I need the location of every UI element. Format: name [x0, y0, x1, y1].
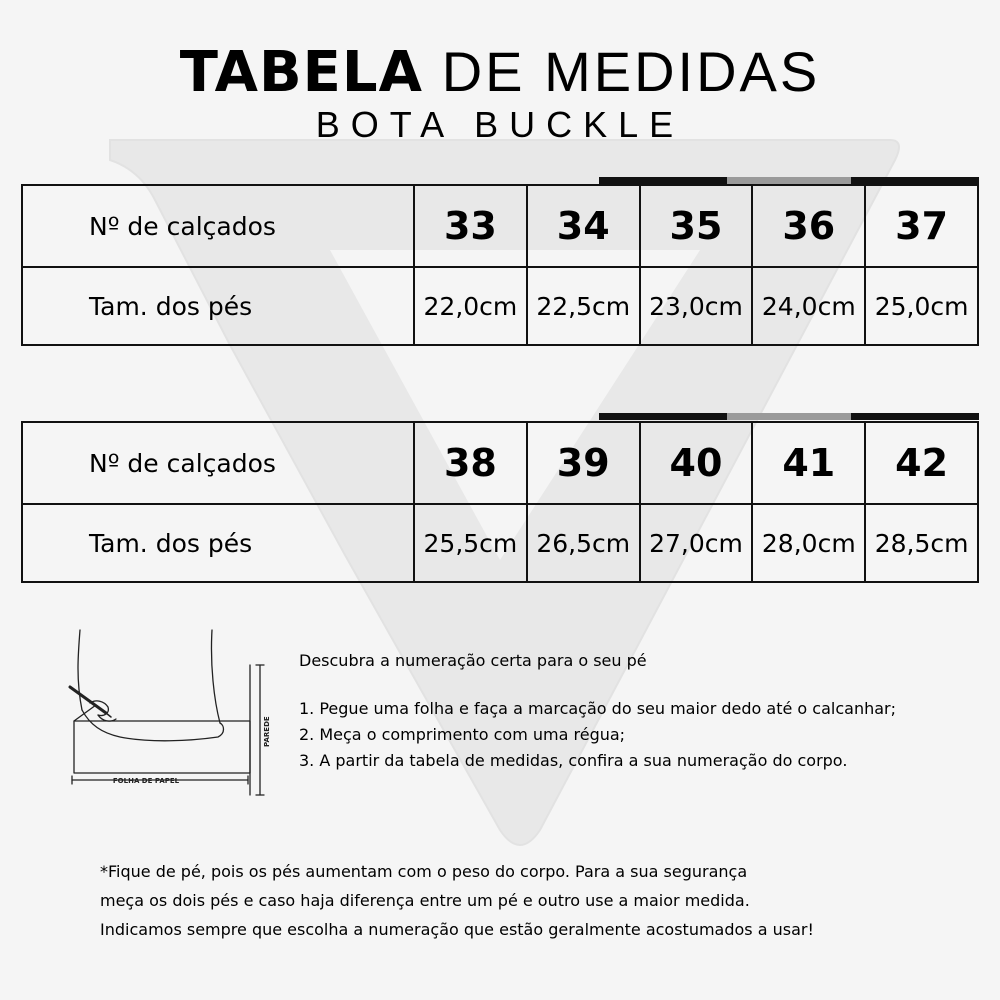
size-accent-bar: [599, 413, 727, 420]
table-row: [22, 504, 978, 582]
shoe-size-cell: 35: [640, 185, 753, 267]
foot-length-label: Tam. dos pés: [22, 504, 414, 582]
size-accent-bar: [851, 413, 979, 420]
instructions-heading: Descubra a numeração certa para o seu pé: [299, 651, 647, 670]
size-accent-bar: [727, 413, 851, 420]
foot-length-label: Tam. dos pés: [22, 267, 414, 345]
shoe-size-cell: 39: [527, 422, 640, 504]
footnote-line: *Fique de pé, pois os pés aumentam com o peso do corpo. Para a sua segurança: [100, 862, 748, 881]
shoe-size-cell: 34: [527, 185, 640, 267]
shoe-number-label: Nº de calçados: [22, 185, 414, 267]
footnote-line: meça os dois pés e caso haja diferença entre um pé e outro use a maior medida.: [100, 891, 750, 910]
table-row: [22, 422, 978, 504]
size-accent-bar: [727, 177, 851, 184]
instruction-step: 2. Meça o comprimento com uma régua;: [299, 725, 626, 744]
size-accent-bar: [599, 177, 727, 184]
size-table-1: [21, 184, 979, 346]
instructions: [299, 648, 979, 774]
foot-measure-illustration: [40, 625, 280, 805]
foot-length-cell: 27,0cm: [640, 504, 753, 582]
paper-label: FOLHA DE PAPEL: [112, 777, 180, 785]
wall-label: PAREDE: [263, 716, 271, 747]
shoe-size-cell: 42: [865, 422, 978, 504]
size-accent-bar: [851, 177, 979, 184]
shoe-size-cell: 36: [752, 185, 865, 267]
title-light: DE MEDIDAS: [441, 40, 821, 103]
foot-length-cell: 28,0cm: [752, 504, 865, 582]
title-bold: TABELA: [179, 40, 423, 105]
foot-length-cell: 25,5cm: [414, 504, 527, 582]
page-title: [0, 40, 1000, 105]
foot-length-cell: 22,5cm: [527, 267, 640, 345]
foot-length-cell: 26,5cm: [527, 504, 640, 582]
foot-length-cell: 28,5cm: [865, 504, 978, 582]
instruction-step: 3. A partir da tabela de medidas, confira a sua numeração do corpo.: [299, 751, 848, 770]
foot-length-cell: 23,0cm: [640, 267, 753, 345]
footnote: [100, 857, 940, 944]
instruction-step: 1. Pegue uma folha e faça a marcação do seu maior dedo até o calcanhar;: [299, 699, 896, 718]
shoe-size-cell: 41: [752, 422, 865, 504]
size-table-2: [21, 421, 979, 583]
table-row: [22, 185, 978, 267]
foot-length-cell: 22,0cm: [414, 267, 527, 345]
shoe-number-label: Nº de calçados: [22, 422, 414, 504]
shoe-size-cell: 37: [865, 185, 978, 267]
shoe-size-cell: 38: [414, 422, 527, 504]
foot-length-cell: 25,0cm: [865, 267, 978, 345]
foot-length-cell: 24,0cm: [752, 267, 865, 345]
shoe-size-cell: 40: [640, 422, 753, 504]
shoe-size-cell: 33: [414, 185, 527, 267]
footnote-line: Indicamos sempre que escolha a numeração que estão geralmente acostumados a usar!: [100, 920, 814, 939]
page-subtitle: BOTA BUCKLE: [315, 104, 685, 145]
table-row: [22, 267, 978, 345]
